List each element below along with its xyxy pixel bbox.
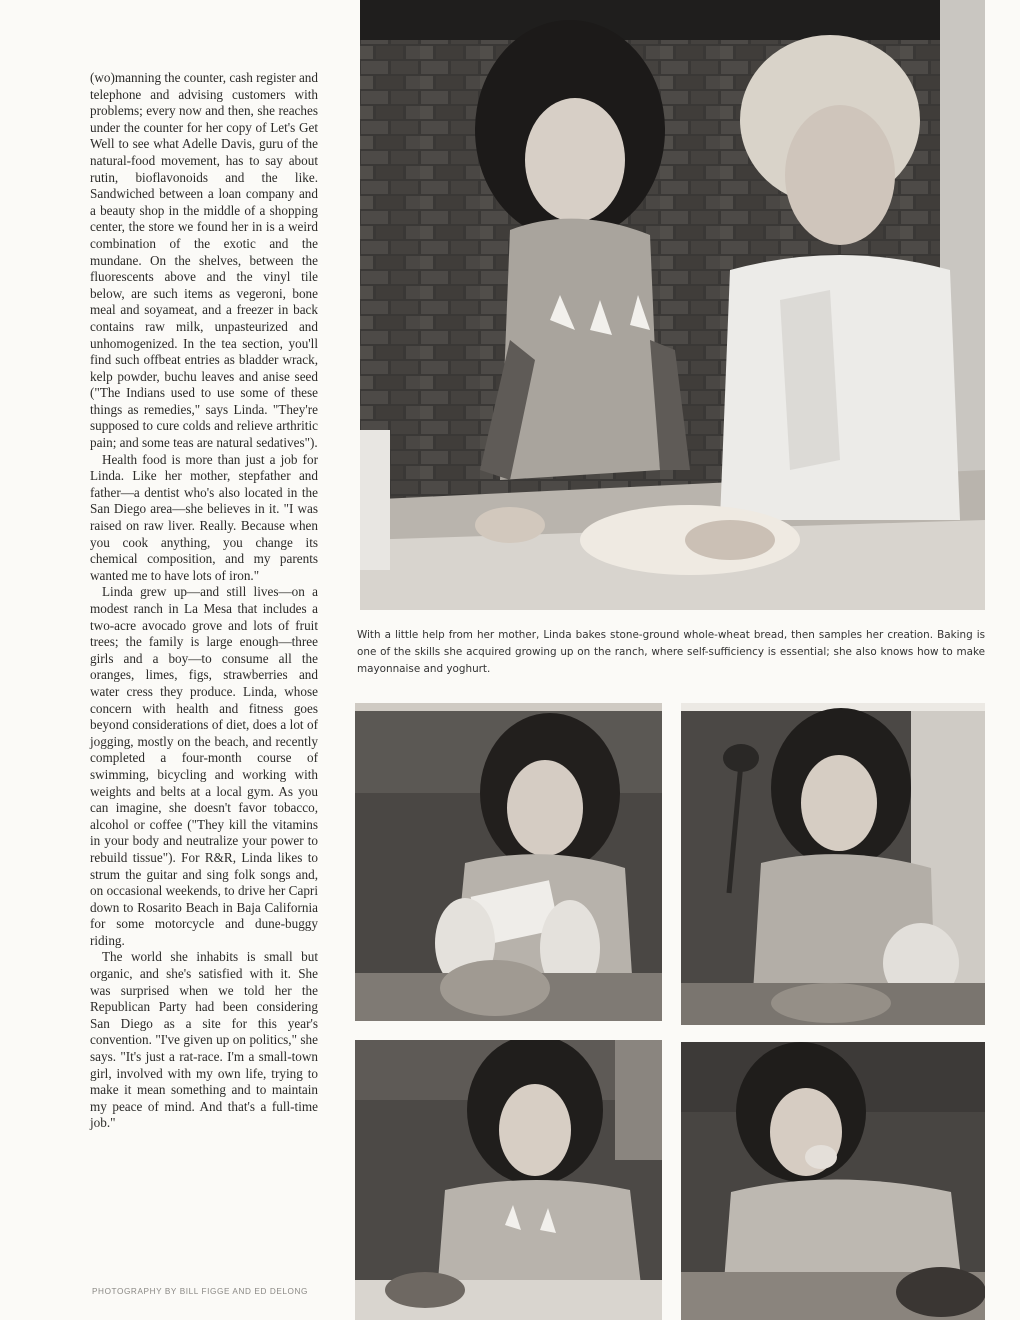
article-paragraph-3: Linda grew up—and still lives—on a modest ranch in La Mesa that includes a two-acre avocado grove and lots of fruit trees; the family is large enough—three girls and a boy—to consume all the oranges, limes, figs, strawberries and water cress they produce. Linda, whose concern with health and fitness goes beyond considerations of diet, does a lot of jogging, mostly on the beach, and recently completed a four-month course of swimming, bicycling and working with weights and belts at a local gym. As you can imagine, she doesn't favor tobacco, alcohol or coffee ("They kill the vitamins in your body and neutralize your power to rebuild tissue"). For R&R, Linda likes to strum the guitar and sing folk songs and, on occasional weekends, to drive her Capri down to Rosarito Beach in Baja California for some motorcycle and dune-buggy riding. xyxy=(90,584,318,948)
photo-slicing-bread xyxy=(681,703,985,1025)
article-paragraph-2: Health food is more than just a job for Linda. Like her mother, stepfather and father—a dentist who's also located in the San Diego area—she believes in it. "I was raised on raw liver. Really. Because when you cook anything, you change its chemical composition, and my parents wanted me to have lots of iron." xyxy=(90,451,318,583)
article-paragraph-1: (wo)manning the counter, cash register and telephone and advising customers with problems; every now and then, she reaches under the counter for her copy of Let's Get Well to see what Adelle Davis, guru of the natural-food movement, has to say about rutin, bioflavonoids and the like. Sandwiched between a loan company and a beauty shop in the middle of a shopping center, the store we found her in is a weird combination of the exotic and the mundane. On the shelves, between the fluorescents above and the vinyl tile below, are such items as vegeroni, bone meal and soyameat, and a freezer in back contains raw milk, unpasteurized and unhomogenized. In the tea section, you'll find such offbeat entries as bladder wrack, kelp powder, buchu leaves and anise seed ("The Indians used to use some of these things as remedies," says Linda. "They're supposed to cure colds and relieve arthritic pain; and some teas are natural sedatives"). xyxy=(90,70,318,451)
article-column xyxy=(90,70,318,1132)
photo-tasting-bread xyxy=(681,1042,985,1320)
photo-cutting-slice xyxy=(355,1040,662,1320)
photo-credit: PHOTOGRAPHY BY BILL FIGGE AND ED DELONG xyxy=(92,1287,309,1296)
photo-removing-bread-from-pan xyxy=(355,703,662,1021)
main-photo-kneading-dough xyxy=(360,0,985,610)
photo-caption: With a little help from her mother, Linda bakes stone-ground whole-wheat bread, then samples her creation. Baking is one of the skills she acquired growing up on the ranch, where self-sufficiency is essential; she also knows how to make mayonnaise and yoghurt. xyxy=(357,629,985,675)
article-paragraph-4: The world she inhabits is small but organic, and she's satisfied with it. She was surprised when we told her the Republican Party had been considering San Diego as a site for this year's convention. "I've given up on politics," she says. "It's just a rat-race. I'm a small-town girl, involved with my own life, trying to make it mean something and to maintain my peace of mind. And that's a full-time job." xyxy=(90,949,318,1131)
